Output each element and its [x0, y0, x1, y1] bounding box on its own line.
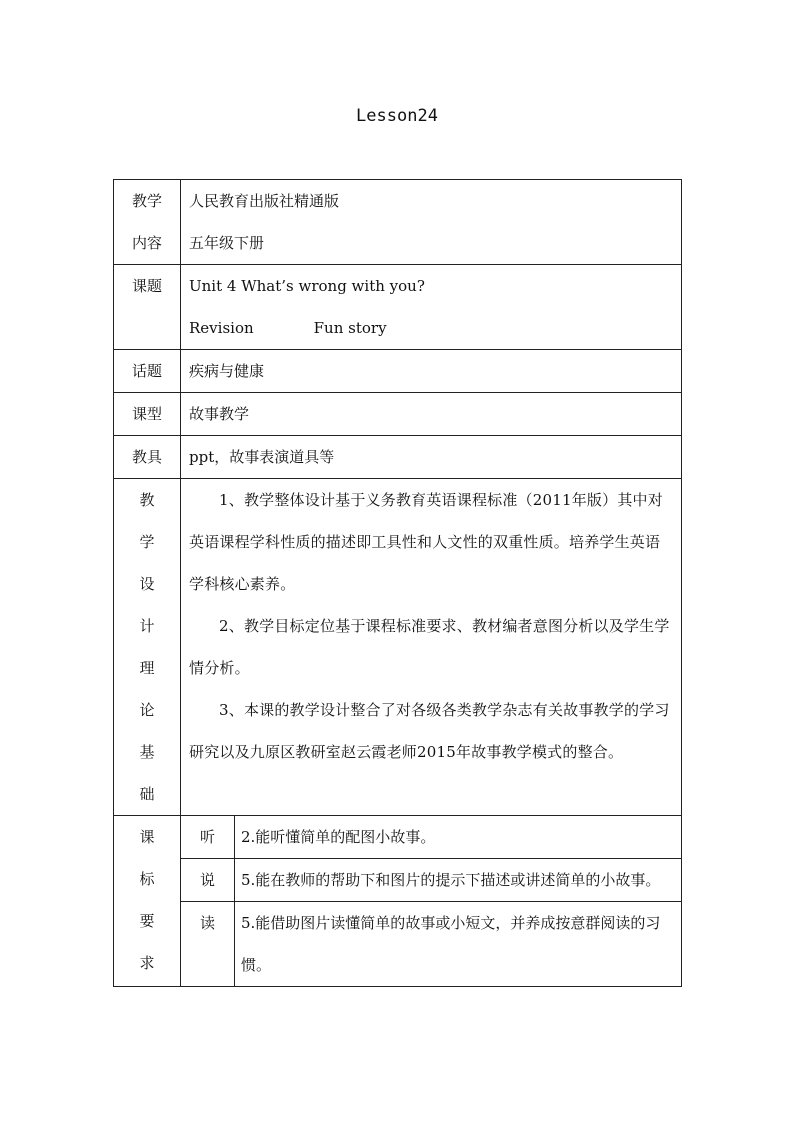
label-content: 教学 内容	[114, 180, 181, 265]
label-subject: 话题	[114, 350, 181, 393]
publisher-text: 人民教育出版社精通版	[189, 192, 340, 210]
label-aids: 教具	[114, 436, 181, 479]
theory-paragraph: 1、教学整体设计基于义务教育英语课程标准（2011年版）其中对英语课程学科性质的描述即工具性和人文性的双重性质。培养学生英语学科核心素养。	[189, 491, 663, 593]
row-standard-read	[114, 902, 682, 987]
row-aids	[114, 436, 682, 479]
row-subject	[114, 350, 682, 393]
value-content	[181, 180, 682, 265]
label-topic: 课题	[114, 265, 181, 350]
row-lesson-type	[114, 393, 682, 436]
skill-requirement: 5.能借助图片读懂简单的故事或小短文，并养成按意群阅读的习惯。	[235, 902, 682, 987]
skill-requirement: 5.能在教师的帮助下和图片的提示下描述或讲述简单的小故事。	[235, 859, 682, 902]
value-topic	[181, 265, 682, 350]
row-standard-speak	[114, 859, 682, 902]
value-aids: ppt，故事表演道具等	[181, 436, 682, 479]
lesson-plan-table	[113, 179, 682, 987]
theory-paragraph: 3、本课的教学设计整合了对各级各类教学杂志有关故事教学的学习研究以及九原区教研室赵云霞老师2015年故事教学模式的整合。	[189, 701, 670, 761]
skill-label: 读	[181, 902, 235, 987]
row-content	[114, 180, 682, 265]
page-title: Lesson24	[356, 106, 438, 126]
theory-paragraph: 2、教学目标定位基于课程标准要求、教材编者意图分析以及学生学情分析。	[189, 617, 670, 677]
label-lesson-type: 课型	[114, 393, 181, 436]
fun-story-text: Fun story	[313, 319, 387, 337]
lesson-parts	[189, 307, 681, 349]
row-standard-listen	[114, 816, 682, 859]
value-theory	[181, 479, 682, 816]
revision-text: Revision	[189, 319, 254, 337]
skill-label: 听	[181, 816, 235, 859]
label-theory: 教 学 设 计 理 论 基 础	[114, 479, 181, 816]
value-lesson-type: 故事教学	[181, 393, 682, 436]
unit-title: Unit 4 What’s wrong with you?	[189, 277, 425, 295]
value-subject: 疾病与健康	[181, 350, 682, 393]
row-theory	[114, 479, 682, 816]
label-standards: 课 标 要 求	[114, 816, 181, 987]
skill-label: 说	[181, 859, 235, 902]
row-topic	[114, 265, 682, 350]
skill-requirement: 2.能听懂简单的配图小故事。	[235, 816, 682, 859]
grade-text: 五年级下册	[189, 234, 265, 252]
